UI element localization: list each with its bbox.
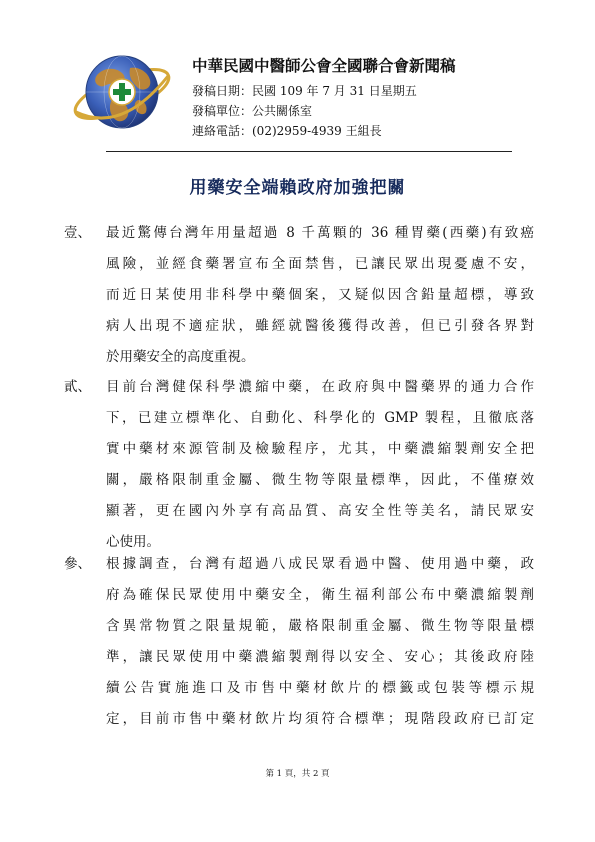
body-line: 風險，並經食藥署宣布全面禁售，已讓民眾出現憂慮不安， [106, 256, 534, 272]
body-line: 心使用。 [106, 534, 160, 550]
globe-with-green-cross-icon [68, 42, 176, 142]
body-line: 而近日某使用非科學中藥個案，又疑似因含鉛量超標，導致 [106, 287, 534, 303]
document-title: 用藥安全端賴政府加強把關 [189, 178, 406, 198]
release-date: 發稿日期：民國 109 年 7 月 31 日星期五 [192, 84, 417, 98]
section-marker: 貳、 [64, 379, 91, 395]
section-marker: 壹、 [64, 225, 91, 241]
contact-phone: 連絡電話：(02)2959-4939 王組長 [192, 124, 382, 138]
body-line: 目前台灣健保科學濃縮中藥，在政府與中醫藥界的通力合作 [106, 379, 534, 395]
body-line: 準，讓民眾使用中藥濃縮製劑得以安全、安心；其後政府陸 [106, 649, 534, 665]
body-line: 定，目前市售中藥材飲片均須符合標準；現階段政府已訂定 [106, 711, 534, 727]
section-body [106, 218, 534, 373]
body-line: 含異常物質之限量規範，嚴格限制重金屬、微生物等限量標 [106, 618, 534, 634]
body-line: 實中藥材來源管制及檢驗程序，尤其，中藥濃縮製劑安全把 [106, 441, 534, 457]
body-line: 根據調查，台灣有超過八成民眾看過中醫、使用過中藥，政 [106, 556, 534, 572]
body-line: 府為確保民眾使用中藥安全，衛生福利部公布中藥濃縮製劑 [106, 587, 534, 603]
body-line: 病人出現不適症狀，雖經就醫後獲得改善，但已引發各界對 [106, 318, 534, 334]
section-body [106, 549, 534, 735]
press-release-header [192, 56, 456, 141]
body-line: 最近驚傳台灣年用量超過 8 千萬顆的 36 種胃藥(西藥)有致癌 [106, 225, 534, 241]
release-unit: 發稿單位：公共關係室 [192, 104, 313, 118]
body-line: 關，嚴格限制重金屬、微生物等限量標準，因此，不僅療效 [106, 472, 534, 488]
section-3 [64, 549, 534, 735]
body-line: 下，已建立標準化、自動化、科學化的 GMP 製程，且徹底落 [106, 410, 534, 426]
body-line: 於用藥安全的高度重視。 [106, 349, 255, 365]
section-1 [64, 218, 534, 373]
body-line: 顯著，更在國內外享有高品質、高安全性等美名，請民眾安 [106, 503, 534, 519]
organization-title: 中華民國中醫師公會全國聯合會新聞稿 [192, 57, 456, 75]
section-marker: 參、 [64, 556, 91, 572]
section-2 [64, 372, 534, 558]
page-number: 第 1 頁，共 2 頁 [265, 769, 330, 779]
section-body [106, 372, 534, 558]
header-divider [106, 151, 512, 152]
body-line: 續公告實施進口及市售中藥材飲片的標籤或包裝等標示規 [106, 680, 534, 696]
